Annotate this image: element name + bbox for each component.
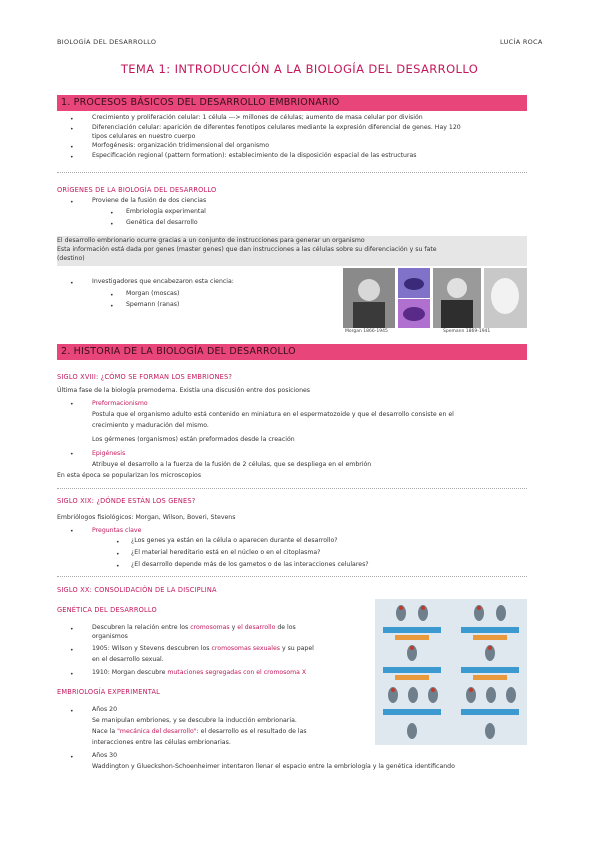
gen-item-cont: organismos	[92, 633, 128, 640]
header-right: LUCÍA ROCA	[500, 38, 543, 46]
grey-line: El desarrollo embrionario ocurre gracias a un conjunto de instrucciones para generar un organismo	[57, 237, 365, 244]
divider	[57, 488, 527, 489]
bullet-dot-icon: •	[70, 754, 74, 761]
epi-title: Epigénesis	[92, 450, 126, 457]
emb-year: Años 20	[92, 706, 118, 713]
emb-line: Se manipulan embriones, y se descubre la inducción embrionaria.	[92, 717, 297, 724]
origins-sub: Genética del desarrollo	[126, 219, 198, 226]
grey-line: Esta información está dada por genes (master genes) que dan instrucciones a las células sobre su diferenciación y su fate	[57, 246, 437, 253]
s19-intro: Embriólogos fisiológicos: Morgan, Wilson, Boveri, Stevens	[57, 514, 236, 521]
bullet-dot-icon: •	[70, 626, 74, 633]
s1-bullet: Morfogénesis: organización tridimensional del organismo	[92, 142, 269, 149]
origins-line: Proviene de la fusión de dos ciencias	[92, 197, 207, 204]
pref-line: crecimiento y maduración del mismo.	[92, 422, 209, 429]
bullet-dot-icon: •	[116, 563, 120, 570]
gen-item: 1905: Wilson y Stevens descubren los cromosomas sexuales y su papel	[92, 645, 314, 652]
gen-item: 1910: Morgan descubre mutaciones segregadas con el cromosoma X	[92, 669, 307, 676]
epi-line: Atribuye el desarrollo a la fuerza de la fusión de 2 células, que se despliega en el embrión	[92, 461, 372, 468]
divider	[57, 172, 527, 173]
question-item: ¿El material hereditario está en el núcleo o en el citoplasma?	[131, 549, 321, 556]
bullet-dot-icon: •	[116, 551, 120, 558]
bullet-dot-icon: •	[70, 451, 74, 458]
section2-heading: 2. HISTORIA DE LA BIOLOGÍA DEL DESARROLLO	[61, 346, 296, 357]
bullet-dot-icon: •	[70, 144, 74, 151]
bullet-dot-icon: •	[70, 116, 74, 123]
bullet-dot-icon: •	[70, 126, 74, 133]
bullet-dot-icon: •	[70, 647, 74, 654]
scientists-photo-strip	[343, 268, 527, 338]
bullet-dot-icon: •	[116, 539, 120, 546]
bullet-dot-icon: •	[70, 708, 74, 715]
researcher-item: Spemann (ranas)	[126, 301, 180, 308]
s1-bullet: Crecimiento y proliferación celular: 1 célula ---> millones de células; aumento de masa celular por división	[92, 114, 423, 121]
researcher-item: Morgan (moscas)	[126, 290, 180, 297]
emb-line: Nace la "mecánica del desarrollo": el desarrollo es el resultado de las	[92, 728, 307, 735]
s19-title: SIGLO XIX: ¿DÓNDE ESTÁN LOS GENES?	[57, 497, 196, 505]
question-item: ¿Los genes ya están en la célula o aparecen durante el desarrollo?	[131, 537, 338, 544]
photo-caption: Morgan 1866-1945	[345, 329, 388, 334]
page-title: TEMA 1: INTRODUCCIÓN A LA BIOLOGÍA DEL DESARROLLO	[120, 62, 479, 76]
gen-title: GENÉTICA DEL DESARROLLO	[57, 606, 157, 614]
gen-item: Descubren la relación entre los cromosomas y el desarrollo de los	[92, 624, 296, 631]
fruit-fly-inheritance-figure	[375, 599, 527, 745]
section2-band	[57, 344, 527, 360]
pref-line: Postula que el organismo adulto está contenido en miniatura en el espermatozoide y que el desarrollo consiste en el	[92, 411, 454, 418]
header-left: BIOLOGÍA DEL DESARROLLO	[57, 38, 157, 46]
s18-intro: Última fase de la biología premoderna. Existía una discusión entre dos posiciones	[57, 387, 311, 394]
pref-title: Preformacionismo	[92, 400, 148, 407]
question-item: ¿El desarrollo depende más de los gametos o de las interacciones celulares?	[131, 561, 369, 568]
bullet-dot-icon: •	[110, 292, 114, 299]
s20-title: SIGLO XX: CONSOLIDACIÓN DE LA DISCIPLINA	[57, 586, 217, 594]
s1-bullet-cont: tipos celulares en nuestro cuerpo	[92, 133, 196, 140]
s1-bullet: Diferenciación celular: aparición de diferentes fenotipos celulares mediante la expresión diferencial de genes. Hay 120	[92, 124, 461, 131]
bullet-dot-icon: •	[110, 221, 114, 228]
emb-line: interacciones entre las células embrionarias.	[92, 739, 231, 746]
bullet-dot-icon: •	[110, 210, 114, 217]
questions-title: Preguntas clave	[92, 527, 142, 534]
emb-title: EMBRIOLOGÍA EXPERIMENTAL	[57, 688, 161, 696]
photo-caption: Spemann 1869-1941	[443, 329, 491, 334]
section1-heading: 1. PROCESOS BÁSICOS DEL DESARROLLO EMBRIONARIO	[61, 97, 340, 108]
origins-sub: Embriología experimental	[126, 208, 206, 215]
emb-year: Años 30	[92, 752, 118, 759]
s18-title: SIGLO XVIII: ¿CÓMO SE FORMAN LOS EMBRIONES?	[57, 373, 233, 381]
bullet-dot-icon: •	[70, 528, 74, 535]
grey-line: (destino)	[57, 255, 85, 262]
bullet-dot-icon: •	[70, 154, 74, 161]
gen-item-cont: en el desarrollo sexual.	[92, 656, 164, 663]
divider	[57, 576, 527, 577]
pref-line: Los gérmenes (organismos) están preformados desde la creación	[92, 436, 295, 443]
bullet-dot-icon: •	[110, 303, 114, 310]
bullet-dot-icon: •	[70, 401, 74, 408]
bullet-dot-icon: •	[70, 199, 74, 206]
emb-line: Waddington y Glueckshon-Schoenheimer intentaron llenar el espacio entre la embriología y la genética identificando	[92, 763, 455, 770]
researchers-line: Investigadores que encabezaron esta ciencia:	[92, 278, 234, 285]
s18-closing: En esta época se popularizan los microscopios	[57, 472, 202, 479]
bullet-dot-icon: •	[70, 671, 74, 678]
bullet-dot-icon: •	[70, 280, 74, 287]
s1-bullet: Especificación regional (pattern formation): establecimiento de la disposición espacial de las estructuras	[92, 152, 417, 159]
origins-title: ORÍGENES DE LA BIOLOGÍA DEL DESARROLLO	[57, 186, 217, 194]
section1-band	[57, 95, 527, 111]
